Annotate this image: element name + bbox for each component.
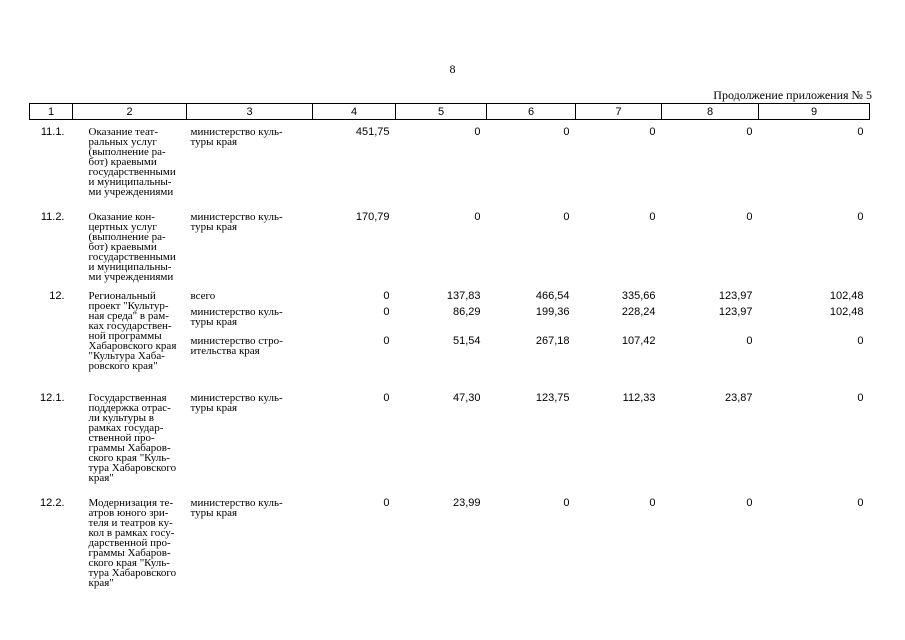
row-value: 0 bbox=[857, 126, 864, 138]
row-value: 123,75 bbox=[535, 391, 570, 404]
row-value: 47,30 bbox=[452, 391, 481, 404]
row-value: 0 bbox=[474, 126, 481, 138]
page-number: 8 bbox=[449, 62, 456, 76]
row-name: Оказание кон- цертных услуг (выполнение ра- бот) краевыми государственными и муниципальны- ми учреждениями bbox=[88, 210, 176, 283]
row-value: 0 bbox=[563, 126, 570, 138]
row-value: 0 bbox=[383, 305, 390, 318]
row-value: 0 bbox=[649, 496, 656, 509]
row-executor: министерство стро- ительства края bbox=[190, 334, 283, 357]
row-value: 107,42 bbox=[621, 334, 656, 347]
row-value: 335,66 bbox=[621, 289, 656, 302]
row-value: 0 bbox=[857, 210, 864, 223]
row-value: 123,97 bbox=[718, 305, 753, 318]
table-body bbox=[30, 120, 870, 588]
column-header: 2 bbox=[73, 104, 187, 120]
row-value: 0 bbox=[746, 334, 753, 347]
column-header: 5 bbox=[396, 104, 487, 120]
row-value: 228,24 bbox=[621, 305, 656, 318]
row-executor: министерство куль- туры края bbox=[190, 391, 283, 414]
row-code: 12. bbox=[49, 289, 65, 302]
row-value: 0 bbox=[383, 496, 390, 509]
row-value: 23,99 bbox=[452, 496, 481, 509]
row-value: 137,83 bbox=[446, 289, 481, 302]
column-header: 7 bbox=[576, 104, 662, 120]
row-executor: министерство куль- туры края bbox=[190, 305, 283, 328]
row-value: 0 bbox=[474, 210, 481, 223]
row-value: 199,36 bbox=[535, 305, 570, 318]
row-value: 112,33 bbox=[622, 391, 656, 404]
column-header: 6 bbox=[487, 104, 576, 120]
row-value: 0 bbox=[649, 210, 656, 223]
row-value: 267,18 bbox=[535, 334, 570, 347]
table-row bbox=[30, 491, 870, 588]
row-value: 86,29 bbox=[452, 305, 481, 318]
table-row bbox=[30, 284, 870, 307]
row-value: 23,87 bbox=[724, 391, 753, 404]
row-code: 11.1. bbox=[40, 126, 65, 138]
row-value: 0 bbox=[383, 391, 390, 404]
column-header: 4 bbox=[313, 104, 396, 120]
row-value: 170,79 bbox=[355, 210, 390, 223]
row-value: 0 bbox=[857, 391, 864, 404]
row-value: 0 bbox=[857, 334, 864, 347]
table-row bbox=[30, 120, 870, 205]
row-executor: министерство куль- туры края bbox=[190, 496, 283, 519]
row-value: 0 bbox=[857, 496, 864, 509]
row-executor: министерство куль- туры края bbox=[190, 126, 283, 148]
row-value: 466,54 bbox=[535, 289, 570, 302]
column-header: 8 bbox=[662, 104, 759, 120]
column-header: 9 bbox=[759, 104, 870, 120]
column-header: 3 bbox=[187, 104, 313, 120]
row-value: 0 bbox=[746, 126, 753, 138]
column-header: 1 bbox=[30, 104, 73, 120]
row-name: Региональный проект "Культур- ная среда" в рам- ках государствен- ной программы Хабаровского края "Культура Хаба- ровского края" bbox=[88, 289, 177, 372]
row-value: 51,54 bbox=[452, 334, 481, 347]
table-row bbox=[30, 205, 870, 284]
continuation-label: Продолжение приложения № 5 bbox=[713, 88, 872, 102]
row-value: 0 bbox=[383, 289, 390, 302]
row-value: 102,48 bbox=[829, 305, 864, 318]
column-number-header bbox=[30, 104, 870, 120]
row-value: 123,97 bbox=[718, 289, 753, 302]
row-name: Оказание теат- ральных услуг (выполнение ра- бот) краевыми государственными и муниципальны- ми учреждениями bbox=[88, 126, 176, 198]
row-value: 0 bbox=[383, 334, 390, 347]
row-code: 12.2. bbox=[40, 496, 65, 509]
row-value: 0 bbox=[746, 210, 753, 223]
row-value: 0 bbox=[746, 496, 753, 509]
row-value: 451,75 bbox=[355, 126, 390, 138]
row-value: 102,48 bbox=[829, 289, 864, 302]
program-table bbox=[29, 103, 870, 588]
row-code: 12.1. bbox=[40, 391, 65, 404]
row-code: 11.2. bbox=[40, 210, 65, 223]
row-value: 0 bbox=[563, 210, 570, 223]
row-value: 0 bbox=[563, 496, 570, 509]
row-executor: всего bbox=[190, 289, 216, 302]
row-name: Модернизация те- атров юного зри- теля и театров ку- кол в рамках госу- дарственной про- граммы Хабаров- ского края "Куль- тура Хабаровского края" bbox=[88, 496, 177, 589]
table-row bbox=[30, 386, 870, 491]
row-executor: министерство куль- туры края bbox=[190, 210, 283, 233]
row-name: Государственная поддержка отрас- ли культуры в рамках государ- ственной про- граммы Хабаров- ского края "Куль- тура Хабаровского края" bbox=[88, 391, 177, 484]
row-value: 0 bbox=[649, 126, 656, 138]
